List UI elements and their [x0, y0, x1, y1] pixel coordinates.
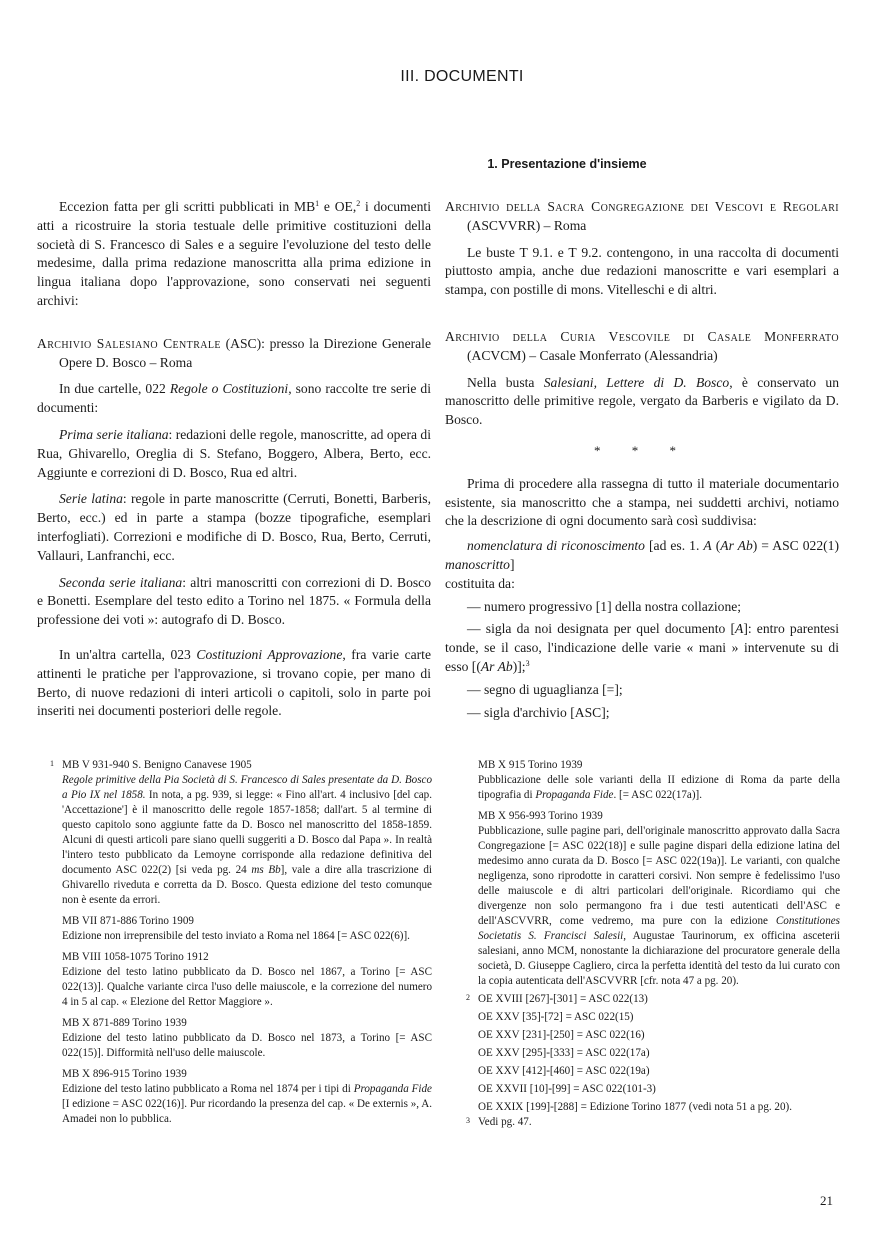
- footnotes-left: [50, 758, 433, 1133]
- footnote-entry: MB VII 871-886 Torino 1909 Edizione non irreprensibile del testo inviato a Roma nel 1864 [= ASC 022(6)].: [62, 915, 410, 942]
- archive-heading-ascvvrr: Archivio della Sacra Congregazione dei Vescovi e Regolari (ASCVVRR) – Roma: [445, 199, 839, 233]
- footnote-entry: MB VIII 1058-1075 Torino 1912 Edizione del testo latino pubblicato da D. Bosco nel 1867, a Torino [= ASC 022(13)]. Qualche variante circa l'uso delle maiuscole, e la correzione del numero 4 in 5 al cap. « Elezione del Rettor Maggiore ».: [62, 951, 432, 1008]
- oe-reference: OE XXV [35]-[72] = ASC 022(15): [478, 1011, 634, 1023]
- list-item: — sigla d'archivio [ASC];: [467, 704, 610, 720]
- footnote-entry: MB X 871-889 Torino 1939 Edizione del testo latino pubblicato da D. Bosco nel 1873, a Torino [= ASC 022(15)]. Difformità nell'uso delle maiuscole.: [62, 1017, 432, 1059]
- oe-reference: OE XVIII [267]-[301] = ASC 022(13): [478, 993, 648, 1005]
- footnote-ref-3[interactable]: 3: [525, 658, 530, 668]
- list-item: — sigla da noi designata per quel documento [A]: entro parentesi tonde, se il caso, l'indicazione delle varie « mani » intervenute su di esso [(Ar Ab)];$^3$: [445, 621, 839, 674]
- list-item: — numero progressivo [1] della nostra collazione;: [467, 598, 742, 614]
- method-paragraph: Prima di procedere alla rassegna di tutto il materiale documentario esistente, sia manoscritto che a stampa, nei suddetti archivi, notiamo che la descrizione di ogni documento sarà così suddivisa:: [445, 475, 839, 529]
- footnote-ref-1[interactable]: 1: [315, 199, 320, 208]
- oe-reference: OE XXV [412]-[460] = ASC 022(19a): [478, 1065, 650, 1077]
- footnotes-right: [466, 758, 841, 1130]
- asc-paragraph-5: In un'altra cartella, 023 Costituzioni Approvazione, fra varie carte attinenti le pratiche per l'approvazione, si trovano copie, per mano di Berto, di nuove redazioni di interi articoli o capitoli, solo in parte poi inseriti nei documenti posteriori delle regole.: [37, 646, 431, 719]
- left-column: [37, 198, 431, 721]
- asc-paragraph-2: Prima serie italiana: redazioni delle regole, manoscritte, ad opera di Rua, Ghivarello, Oreglia di S. Stefano, Boggero, Albera, Berto, ecc. Aggiunte e correzioni di D. Bosco, Rua ed altri.: [37, 426, 431, 480]
- oe-reference: OE XXV [231]-[250] = ASC 022(16): [478, 1029, 645, 1041]
- footnote-mark-3: 3: [466, 1116, 470, 1125]
- footnote-ref-2[interactable]: 2: [356, 199, 361, 208]
- section-separator: * * *: [594, 442, 690, 458]
- footnote-3-entry: 3 Vedi pg. 47.: [466, 1116, 532, 1128]
- right-column: [445, 198, 839, 722]
- ascvvrr-paragraph: Le buste T 9.1. e T 9.2. contengono, in una raccolta di documenti piuttosto ampia, anche due redazioni manoscritte e vari esemplari a stampa, con postille di mons. Vitelleschi e di altri.: [445, 244, 839, 298]
- asc-paragraph-1: In due cartelle, 022 Regole o Costituzioni, sono raccolte tre serie di documenti:: [37, 381, 432, 416]
- footnote-entry: MB X 915 Torino 1939 Pubblicazione delle sole varianti della II edizione di Roma da parte della tipografia di Propaganda Fide. [= ASC 022(17a)].: [478, 759, 840, 801]
- asc-paragraph-4: Seconda serie italiana: altri manoscritti con correzioni di D. Bosco e Bonetti. Esemplare del testo edito a Torino nel 1875. « Formula della professione dei voti »: autografo di D. Bosco.: [37, 574, 431, 628]
- oe-reference: OE XXV [295]-[333] = ASC 022(17a): [478, 1047, 650, 1059]
- oe-reference: OE XXVII [10]-[99] = ASC 022(101-3): [478, 1083, 656, 1095]
- archive-heading-asc: Archivio Salesiano Centrale (ASC): presso la Direzione Generale Opere D. Bosco – Roma: [37, 335, 431, 370]
- section-title: 1. Presentazione d'insieme: [487, 157, 647, 171]
- footnote-mark-1: 1: [50, 759, 54, 768]
- constituted-by: costituita da:: [445, 575, 515, 591]
- footnote-entry: MB X 896-915 Torino 1939 Edizione del testo latino pubblicato a Roma nel 1874 per i tipi di Propaganda Fide [I edizione = ASC 022(16)]. Pur ricordando la presenza del cap. « De externis », A. Amadei non lo pubblica.: [62, 1068, 432, 1125]
- intro-paragraph: Eccezion fatta per gli scritti pubblicati in $MB^1$ e OE,$^2$ i documenti atti a ricostruire la storia testuale delle primitive costituzioni della società di S. Francesco di Sales e a seguire l'evoluzione del testo delle medesime, dalla prima redazione manoscritta alla prima edizione in lingua italiana dopo l'approvazione, sono conservati nei seguenti archivi:: [37, 199, 431, 308]
- oe-reference: OE XXIX [199]-[288] = Edizione Torino 1877 (vedi nota 51 a pg. 20).: [478, 1101, 792, 1113]
- list-item: — segno di uguaglianza [=];: [467, 681, 623, 697]
- chapter-title: III. DOCUMENTI: [400, 68, 524, 85]
- footnote-entry: MB X 956-993 Torino 1939 Pubblicazione, sulle pagine pari, dell'originale manoscritto approvato dalla Sacra Congregazione [= ASC 022(18)] e sulle pagine dispari della edizione latina del medesimo anno curata da D. Bosco [= ASC 022(19a)]. Le varianti, con qualche negligenza, sono riprodotte in caratteri corsivi. Non sempre è fedelissimo l'uso delle maiuscole e di altri particolari dell'originale. Ricordiamo qui che divergenze non solo permangono fra i due testi autenticati dell'ASC e dell'ASCVVRR, come vedremo, ma pure con la edizione Constitutiones Societatis S. Francisci Salesii, Augustae Taurinorum, ex officina asceterii salesiani, anno MCM, nonostante la dichiarazione del procuratore generale della società, D. Giuseppe Cagliero, circa la perfetta identità del testo da lui curato con la copia autenticata dell'ASCVVRR [cfr. nota 47 a pg. 20).: [478, 810, 841, 987]
- asc-paragraph-3: Serie latina: regole in parte manoscritte (Cerruti, Bonetti, Barberis, Berto, ecc.) ed in parte a stampa (bozze tipografiche, esemplari interfogliati). Correzioni e modifiche di D. Bosco, Rua, Berto, Cerruti, Vallauri, Lanfranchi, ecc.: [37, 491, 431, 563]
- nomenclature-example: nomenclatura di riconoscimento [ad es. 1. A (Ar Ab) = ASC 022(1) manoscritto]: [445, 538, 839, 572]
- footnote-mark-2: 2: [466, 993, 470, 1002]
- page-number: 21: [820, 1193, 833, 1208]
- acvcm-paragraph: Nella busta Salesiani, Lettere di D. Bosco, è conservato un manoscritto delle primitive regole, vergato da Barberis e vigilato da D. Bosco.: [445, 374, 839, 428]
- archive-heading-acvcm: Archivio della Curia Vescovile di Casale Monferrato (ACVCM) – Casale Monferrato (Alessandria): [445, 328, 839, 363]
- footnote-1-entry: 1 MB V 931-940 S. Benigno Canavese 1905 Regole primitive della Pia Società di S. Francesco di Sales presentate da D. Bosco a Pio IX nel 1858. In nota, a pg. 939, si legge: « Fino all'art. 4 inclusivo [del cap. 'Accettazione'] è il manoscritto delle regole 1857-1858; dall'art. 5 al termine di questo capitolo sono aggiunte fatte da D. Bosco nel manoscritto del 1858-1859. Alcuni di questi articoli pare siano quelli suggeriti a D. Bosco dal Papa ». In realtà l'intero testo pubblicato da Lemoyne corrisponde alla redazione definitiva del documento ASC 022(2) [si veda pg. 24 ms Bb], vale a dire alla trascrizione di Ghivarello riveduta e corretta da D. Bosco. Questa edizione del testo comunque non è esente da errori.: [50, 759, 433, 906]
- footnote-2-entry: [466, 992, 840, 1115]
